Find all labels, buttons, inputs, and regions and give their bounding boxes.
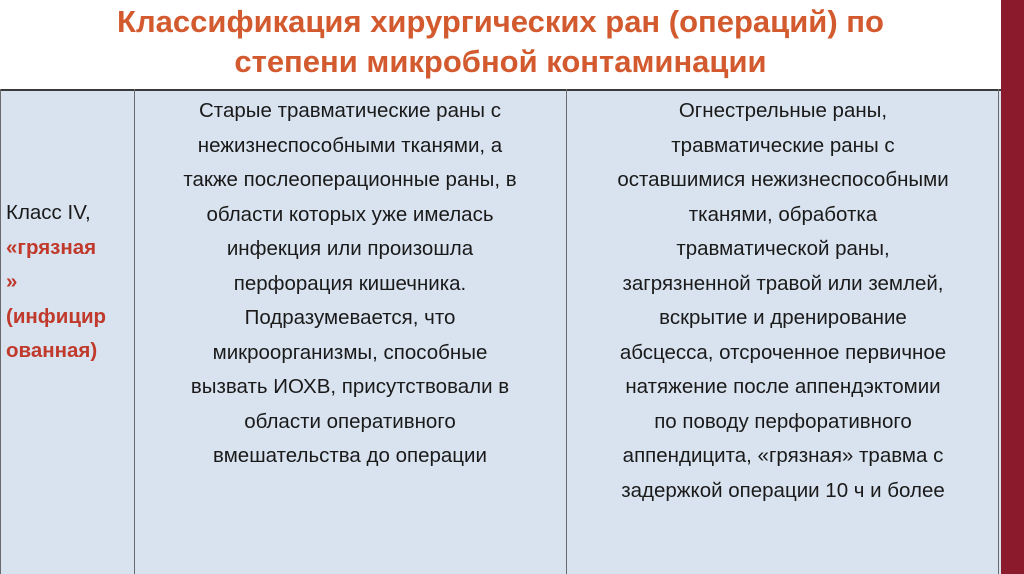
column-divider-1: [134, 89, 135, 574]
description-line: вызвать ИОХВ, присутствовали в: [190, 375, 510, 398]
description-line: Старые травматические раны с: [199, 99, 501, 122]
examples-line: задержкой операции 10 ч и более: [621, 478, 945, 502]
description-line: перфорация кишечника.: [233, 271, 467, 295]
examples-cell: [569, 94, 997, 508]
class-label: Класс IV,: [6, 201, 91, 224]
slide-title: [0, 2, 1001, 82]
examples-line: загрязненной травой или землей,: [622, 271, 944, 295]
description-line: нежизнеспособными тканями, а: [197, 133, 503, 157]
description-line: области оперативного: [244, 409, 456, 433]
accent-bar: [1001, 0, 1024, 574]
class-name-line: »: [6, 270, 18, 293]
class-name-line: (инфицир: [6, 304, 107, 328]
examples-line: по поводу перфоративного: [654, 409, 912, 433]
class-name-line: ованная): [6, 339, 98, 362]
examples-line: тканями, обработка: [688, 202, 878, 226]
examples-line: Огнестрельные раны,: [678, 99, 888, 122]
description-line: инфекция или произошла: [226, 237, 474, 260]
table-left-border: [0, 89, 1, 574]
description-line: микроорганизмы, способные: [212, 340, 488, 364]
examples-line: оставшимися нежизнеспособными: [617, 168, 949, 191]
column-divider-2: [566, 89, 567, 574]
description-cell: [137, 94, 563, 474]
examples-line: вскрытие и дренирование: [659, 306, 907, 329]
description-line: Подразумевается, что: [244, 306, 456, 329]
description-line: также послеоперационные раны, в: [183, 168, 517, 191]
title-line-1: Классификация хирургических ран (операций) по: [117, 4, 884, 39]
table-top-border: [0, 89, 1001, 91]
examples-line: травматические раны с: [671, 133, 895, 157]
class-name-line: «грязная: [6, 235, 97, 259]
examples-line: травматической раны,: [676, 237, 890, 260]
description-line: вмешательства до операции: [213, 444, 487, 467]
title-line-2: степени микробной контаминации: [234, 44, 767, 79]
description-line: области которых уже имелась: [206, 202, 494, 226]
examples-line: абсцесса, отсроченное первичное: [619, 340, 947, 364]
class-cell: [6, 196, 132, 369]
table-right-border: [998, 89, 999, 574]
examples-line: аппендицита, «грязная» травма с: [622, 444, 944, 467]
examples-line: натяжение после аппендэктомии: [625, 375, 941, 398]
